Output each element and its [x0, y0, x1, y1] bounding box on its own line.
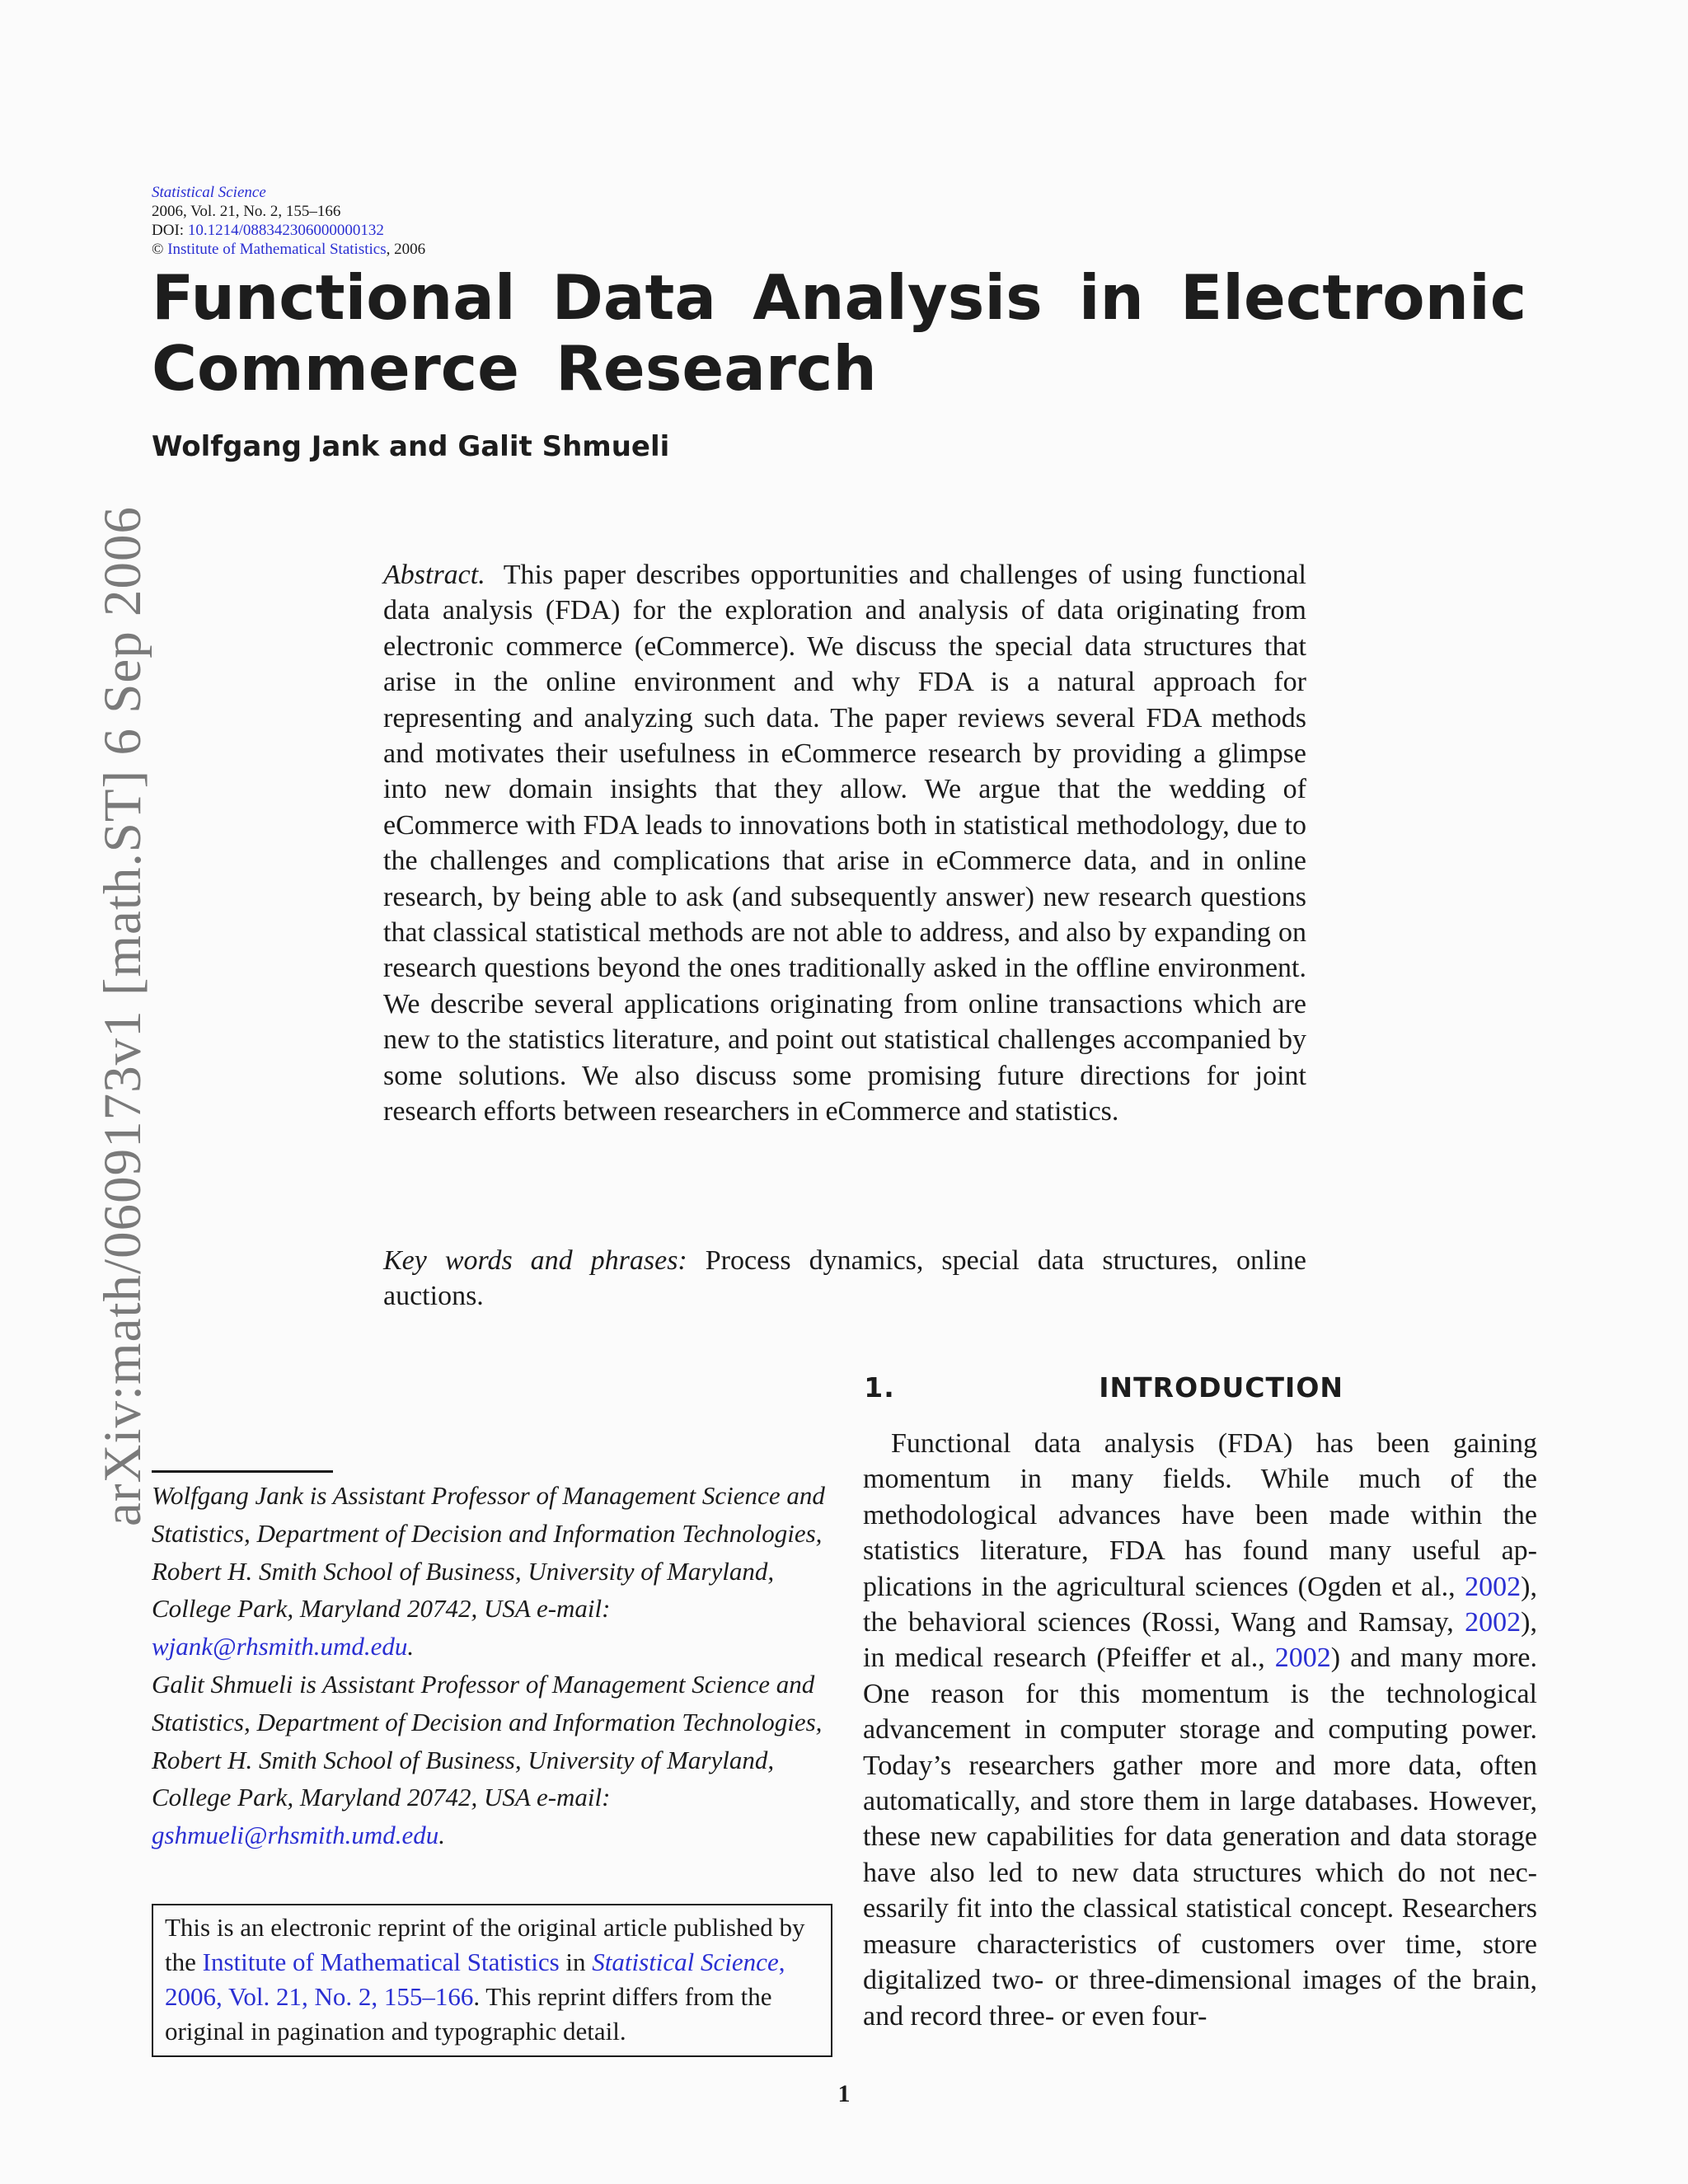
intro-text-2: ), the behavioral sciences (Rossi, Wang and Ramsay,	[863, 1571, 1537, 1638]
abstract-text: This paper describes opportunities and challenges of using functional data analysis (FDA) for the exploration and analysis of data originating from electronic commerce (eCommerce). We discuss the special data structures that arise in the online environment and why FDA is a natural approach for representing and analyzing such data. The paper reviews several FDA methods and motivates their usefulness in eCommerce research by providing a glimpse into new domain insights that they allow. We argue that the wedding of eCommerce with FDA leads to innovations both in statistical methodology, due to the challenges and complications that arise in eCommerce data, and in online research, by being able to ask (and subsequently answer) new research questions that classical statistical methods are not able to address, and also by expanding on research questions beyond the ones traditionally asked in the offline environment. We describe several applications originating from online transactions which are new to the statistics literature, and point out statistical challenges accompanied by some solutions. We also discuss some promising future directions for joint research efforts between researchers in eCommerce and statistics.	[383, 560, 1306, 1127]
keywords-text: Process dynamics, special data structures, online auctions.	[383, 1245, 1306, 1312]
paper-authors: Wolfgang Jank and Galit Shmueli	[152, 430, 670, 463]
author-1-bio-end: .	[407, 1632, 415, 1661]
doi-link[interactable]: 10.1214/088342306000000132	[187, 222, 384, 239]
volume-link[interactable]: , 2006, Vol. 21, No. 2, 155–166	[165, 1947, 785, 2011]
paper-title	[152, 262, 1526, 404]
title-line-2: Commerce Research	[152, 332, 877, 405]
citation-link[interactable]: 2002	[1465, 1607, 1522, 1638]
footnote-rule	[152, 1470, 333, 1473]
author-2-email-link[interactable]: gshmueli@rhsmith.umd.edu	[152, 1821, 439, 1850]
title-line-1: Functional Data Analysis in Electronic	[152, 261, 1527, 334]
author-1-bio: Wolfgang Jank is Assistant Professor of Management Science and Statistics, Department of Decision and Information Technologies, Robert H. Smith School of Business, University of Maryland, College Park, Maryland 20742, USA e-mail:	[152, 1481, 825, 1624]
citation-link[interactable]: 2002	[1274, 1643, 1331, 1674]
keywords-label: Key words and phrases:	[383, 1245, 687, 1276]
intro-text-1: Functional data analysis (FDA) has been gaining momentum in many fields. While much of the methodological advances have been made within the statistics literature, FDA has found many useful applications in the agricultural sciences (Ogden et al.,	[863, 1428, 1537, 1602]
doi-label: DOI:	[152, 222, 188, 239]
copyright-icon: ©	[152, 241, 164, 258]
arxiv-stamp: arXiv:math/0609173v1 [math.ST] 6 Sep 2006	[93, 506, 152, 1526]
section-heading	[863, 1371, 1537, 1404]
author-1-email-link[interactable]: wjank@rhsmith.umd.edu	[152, 1632, 408, 1661]
abstract	[383, 557, 1306, 1130]
intro-paragraph	[863, 1426, 1537, 2034]
author-footnote	[152, 1477, 828, 1854]
intro-text-3: ), in medical research (Pfeiffer et al.,	[863, 1607, 1537, 1674]
volume-info: 2006, Vol. 21, No. 2, 155–166	[152, 203, 341, 220]
publisher-link[interactable]: Institute of Mathematical Statistics	[167, 241, 387, 258]
ims-link[interactable]: Institute of Mathematical Statistics	[202, 1947, 560, 1976]
reprint-text-1: This is an electronic reprint of the original article published by the	[165, 1913, 805, 1976]
author-2-bio: Galit Shmueli is Assistant Professor of Management Science and Statistics, Department of Decision and Information Technologies, Robert H. Smith School of Business, University of Maryland, College Park, Maryland 20742, USA e-mail:	[152, 1669, 823, 1812]
reprint-notice	[152, 1904, 832, 2057]
reprint-text-3: . This reprint differs from the original in pagination and typographic detail.	[165, 1982, 772, 2046]
reprint-text-2: in	[559, 1947, 593, 1976]
author-2-bio-end: .	[438, 1821, 446, 1850]
section-number: 1.	[864, 1371, 895, 1404]
citation-link[interactable]: 2002	[1465, 1571, 1522, 1602]
journal-info	[152, 183, 425, 259]
keywords	[383, 1243, 1306, 1315]
journal-link[interactable]: Statistical Science	[592, 1947, 779, 1976]
page-number: 1	[837, 2080, 851, 2107]
abstract-label: Abstract.	[383, 560, 485, 590]
intro-text-4: ) and many more. One reason for this momentum is the technological advancement in computer storage and computing power. Today’s researchers gather more and more data, often automatically, and store them in large databases. However, these new capabilities for data generation and data storage have also led to new data structures which do not necessarily fit into the classical statistical concept. Researchers measure characteristics of customers over time, store digitalized two- or three-dimensional images of the brain, and record three- or even four-	[863, 1643, 1538, 2032]
section-title: INTRODUCTION	[1099, 1371, 1343, 1404]
journal-name-link[interactable]: Statistical Science	[152, 184, 266, 201]
copyright-year: , 2006	[386, 241, 426, 258]
